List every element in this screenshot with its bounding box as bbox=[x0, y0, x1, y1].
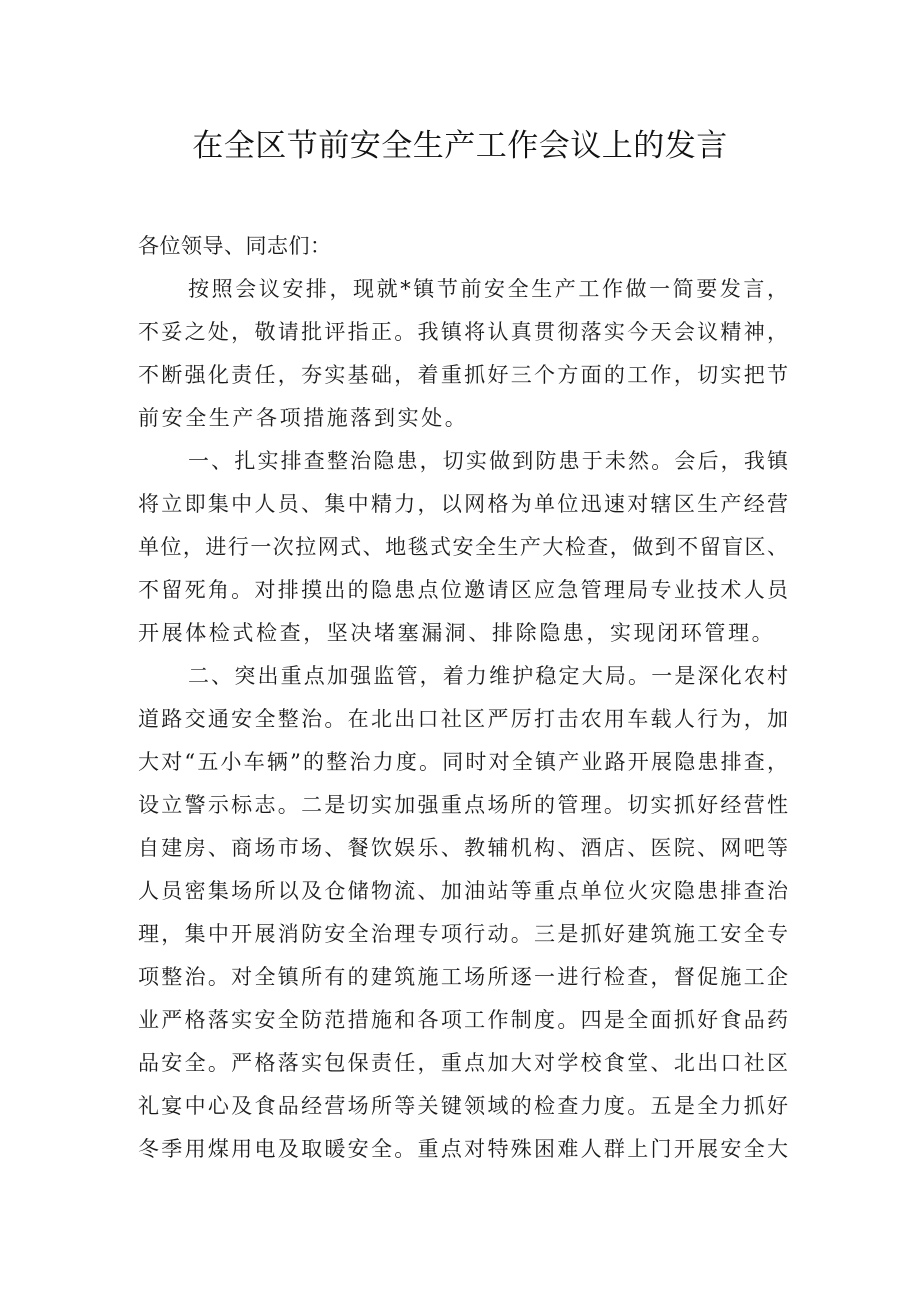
text-line: 自建房、商场市场、餐饮娱乐、教辅机构、酒店、医院、网吧等 bbox=[138, 836, 788, 860]
text-line: 二、突出重点加强监管，着力维护稳定大局。一是深化农村 bbox=[188, 664, 788, 688]
text-line: 按照会议安排，现就*镇节前安全生产工作做一简要发言， bbox=[188, 277, 788, 301]
paragraph-intro bbox=[138, 268, 788, 440]
text-line: 设立警示标志。二是切实加强重点场所的管理。切实抓好经营性 bbox=[138, 793, 788, 817]
text-line: 不断强化责任，夯实基础，着重抓好三个方面的工作，切实把节 bbox=[138, 363, 788, 387]
text-line: 大对“五小车辆”的整治力度。同时对全镇产业路开展隐患排查， bbox=[138, 750, 788, 774]
text-line: 将立即集中人员、集中精力，以网格为单位迅速对辖区生产经营 bbox=[138, 492, 788, 516]
text-line: 开展体检式检查，坚决堵塞漏洞、排除隐患，实现闭环管理。 bbox=[138, 621, 776, 645]
text-line: 不妥之处，敬请批评指正。我镇将认真贯彻落实今天会议精神， bbox=[138, 320, 788, 344]
text-line: 业严格落实安全防范措施和各项工作制度。四是全面抓好食品药 bbox=[138, 1008, 788, 1032]
text-line: 不留死角。对排摸出的隐患点位邀请区应急管理局专业技术人员 bbox=[138, 578, 788, 602]
text-line: 道路交通安全整治。在北出口社区严厉打击农用车载人行为，加 bbox=[138, 707, 788, 731]
text-line: 一、扎实排查整治隐患，切实做到防患于未然。会后，我镇 bbox=[188, 449, 788, 473]
greeting: 各位领导、同志们： bbox=[138, 234, 332, 258]
text-line: 品安全。严格落实包保责任，重点加大对学校食堂、北出口社区 bbox=[138, 1051, 788, 1075]
paragraph-section-two bbox=[138, 655, 788, 1171]
text-line: 人员密集场所以及仓储物流、加油站等重点单位火灾隐患排查治 bbox=[138, 879, 788, 903]
text-line: 冬季用煤用电及取暖安全。重点对特殊困难人群上门开展安全大 bbox=[138, 1137, 788, 1161]
text-line: 前安全生产各项措施落到实处。 bbox=[138, 406, 469, 430]
text-line: 单位，进行一次拉网式、地毯式安全生产大检查，做到不留盲区、 bbox=[138, 535, 788, 559]
text-line: 理，集中开展消防安全治理专项行动。三是抓好建筑施工安全专 bbox=[138, 922, 788, 946]
document-body bbox=[138, 225, 788, 1171]
text-line: 项整治。对全镇所有的建筑施工场所逐一进行检查，督促施工企 bbox=[138, 965, 788, 989]
text-line: 礼宴中心及食品经营场所等关键领域的检查力度。五是全力抓好 bbox=[138, 1094, 788, 1118]
paragraph-section-one bbox=[138, 440, 788, 655]
document-title: 在全区节前安全生产工作会议上的发言 bbox=[192, 128, 728, 164]
